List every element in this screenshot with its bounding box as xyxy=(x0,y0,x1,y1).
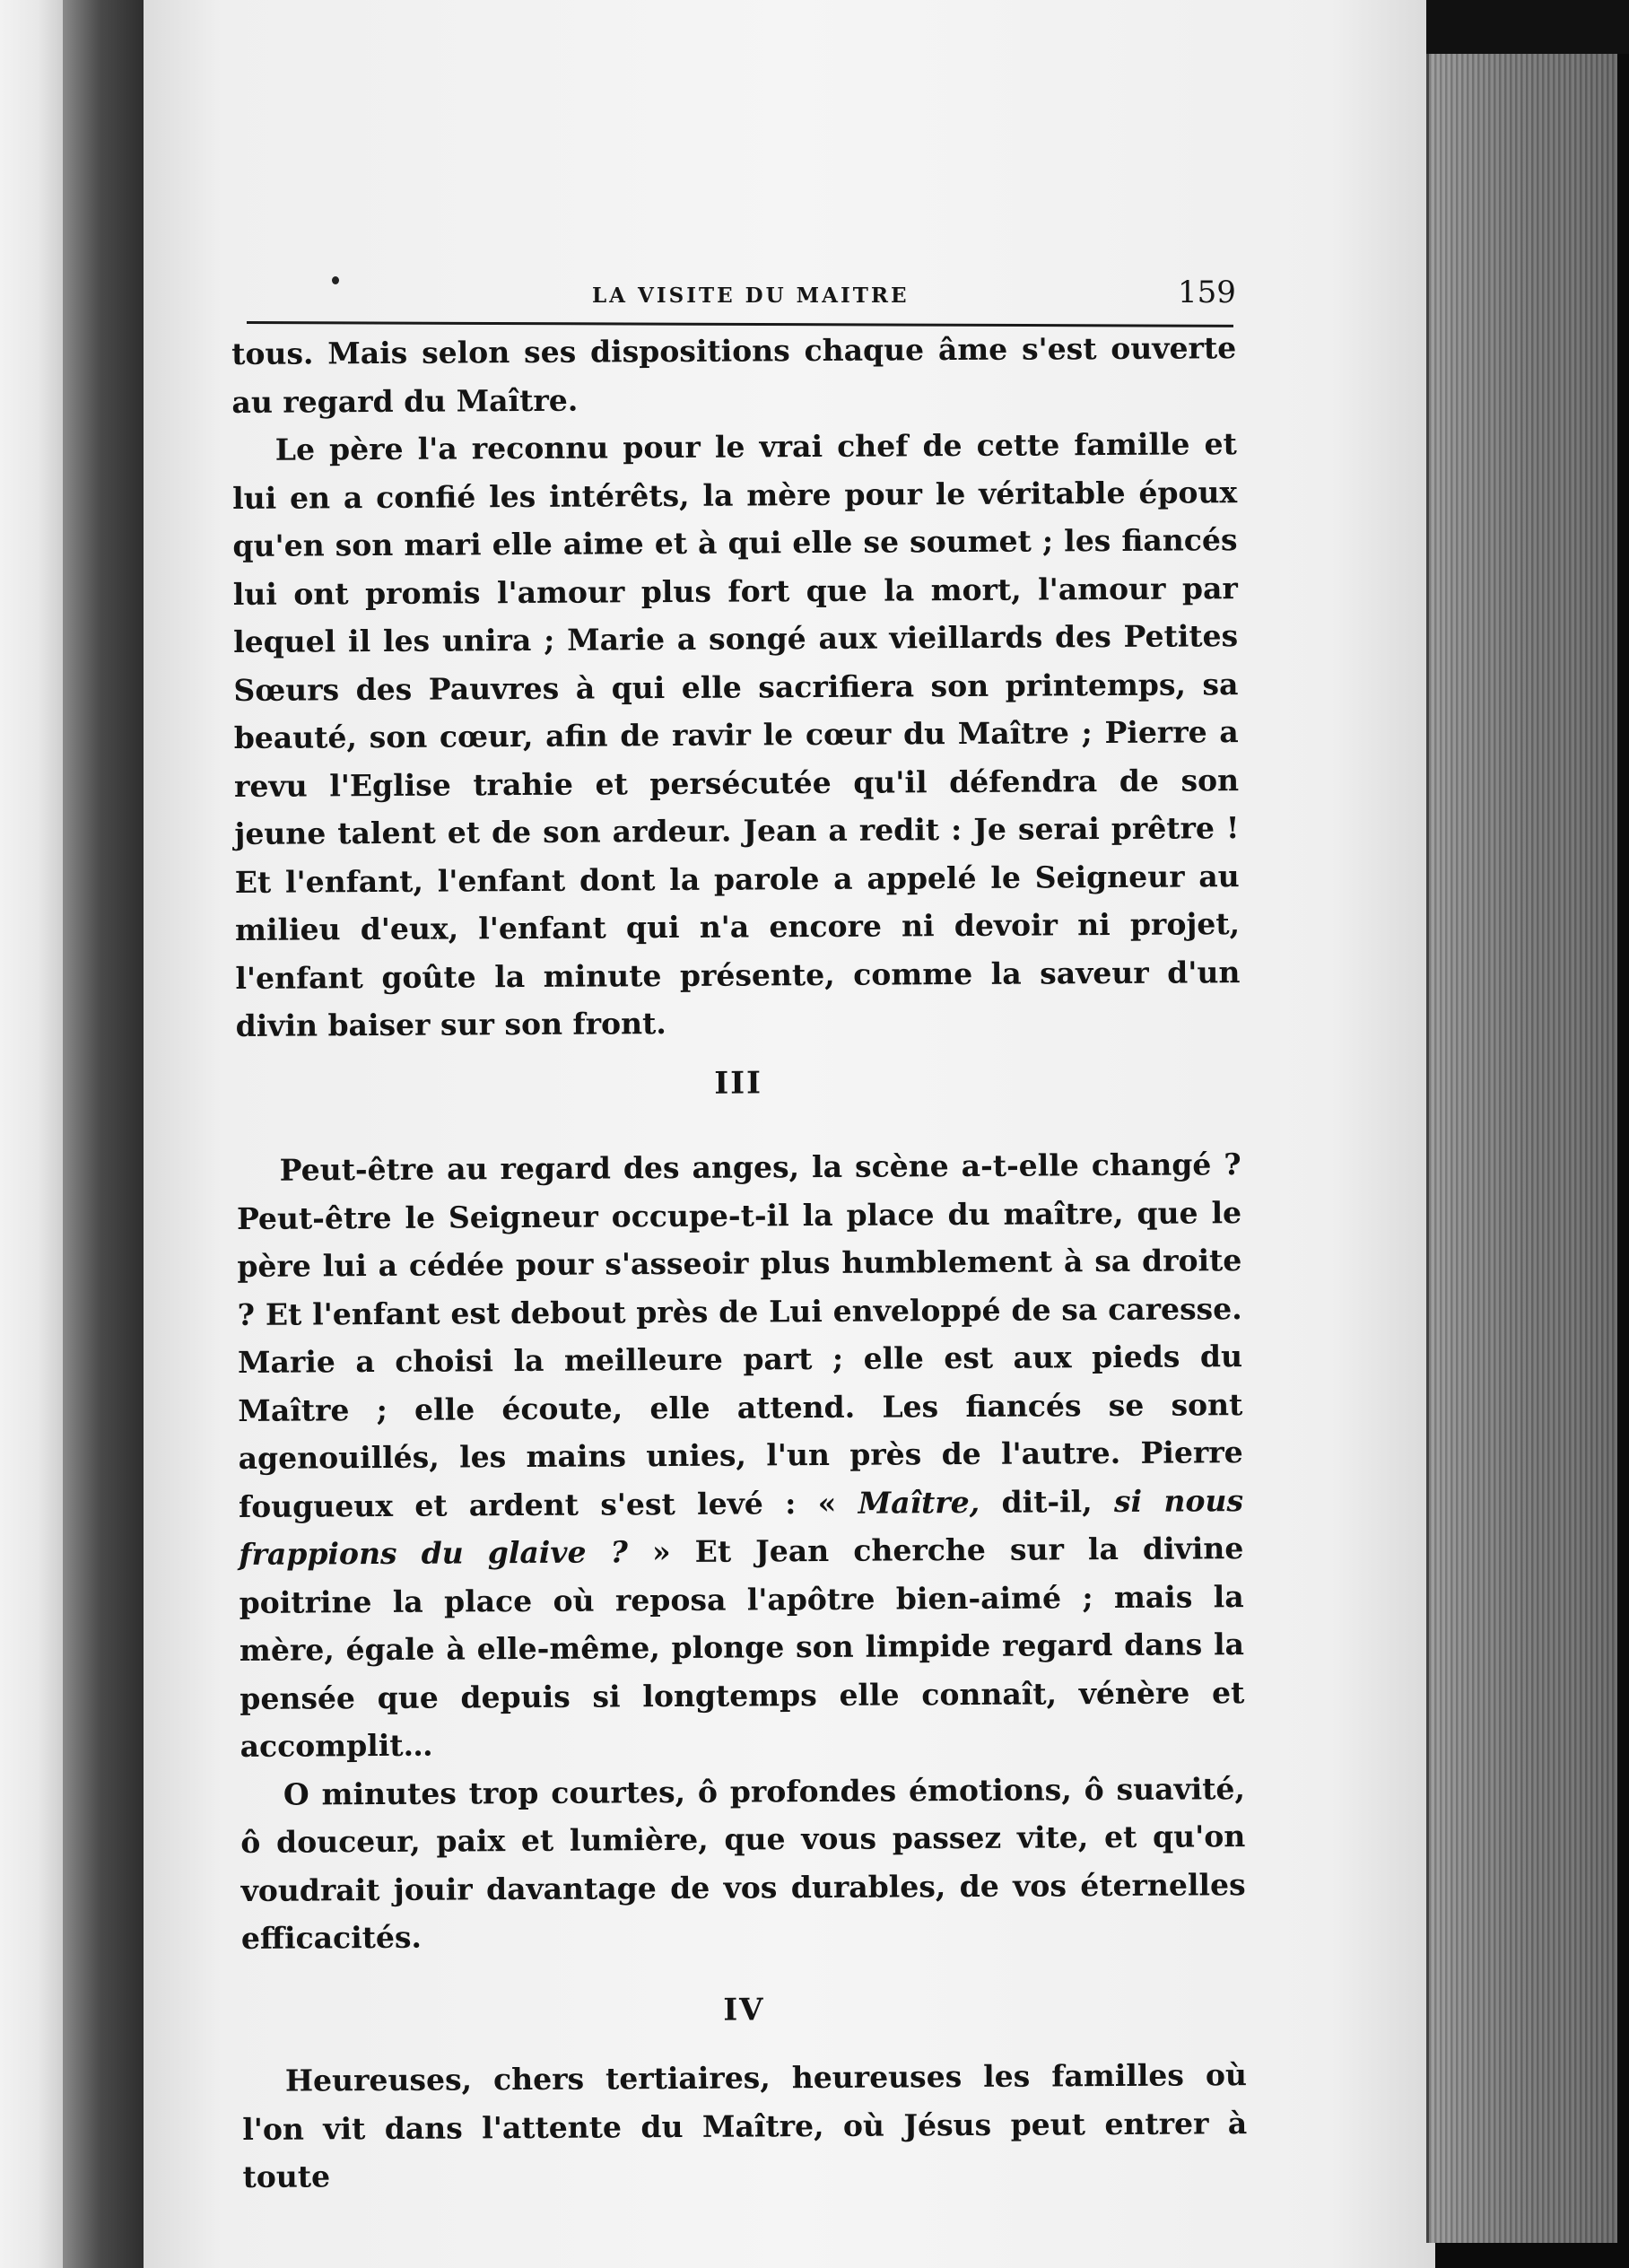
ink-mark xyxy=(332,276,339,284)
paragraph-1: tous. Mais selon ses dispositions chaque âme s'est ouverte au regard du Maître. xyxy=(231,330,1237,420)
body-text xyxy=(231,324,1248,2201)
paragraph-3-text-a: Peut-être au regard des anges, la scène a-t-elle changé ? Peut-être le Seigneur occupe-t-il la place du maître, que le père lui a cédée pour s'asseoir plus humblement à sa droite ? Et l'enfant est debout près de Lui enveloppé de sa caresse. Marie a choisi la meilleure part ; elle est aux pieds du Maître ; elle écoute, elle attend. Les fiancés se sont agenouillés, les mains unies, l'un près de l'autre. Pierre fougueux et ardent s'est levé : « xyxy=(236,1147,1243,1524)
section-heading-iii: III xyxy=(714,1064,763,1102)
paragraph-5: Heureuses, chers tertiaires, heureuses les familles où l'on vit dans l'attente du Maître, où Jésus peut entrer à toute xyxy=(242,2057,1248,2194)
running-title: LA VISITE DU MAITRE xyxy=(592,284,910,308)
paragraph-3 xyxy=(237,1140,1245,1770)
page-block-edge xyxy=(1426,54,1617,2243)
paragraph-3-text-b: dit-il, xyxy=(980,1483,1115,1520)
page-number: 159 xyxy=(1178,275,1236,310)
paragraph-3-italic-b: si nous frappions du glaive ? xyxy=(239,1482,1244,1572)
paragraph-3-text-c: » Et Jean cherche sur la divine poitrine la place où reposa l'apôtre bien-aimé ; mais la mère, égale à elle-même, plonge son limpide regard dans la pensée que depuis si longtemps elle connaît, vénère et accomplit… xyxy=(239,1531,1245,1764)
background xyxy=(1426,0,1629,54)
section-heading-iv: IV xyxy=(723,1991,765,2028)
paragraph-3-italic-a: Maître, xyxy=(858,1484,980,1521)
previous-page-edge xyxy=(0,0,63,2268)
running-header xyxy=(247,267,1236,321)
paragraph-4: O minutes trop courtes, ô profondes émotions, ô suavité, ô douceur, paix et lumière, que vous passez vite, et qu'on voudrait jouir davantage de vos durables, de vos éternelles efficacités. xyxy=(240,1770,1246,1956)
paragraph-2: Le père l'a reconnu pour le vrai chef de cette famille et lui en a confié les intérêts, la mère pour le véritable époux qu'en son mari elle aime et à qui elle se soumet ; les fiancés lui ont promis l'amour plus fort que la mort, l'amour par lequel il les unira ; Marie a songé aux vieillards des Petites Sœurs des Pauvres à qui elle sacrifiera son printemps, sa beauté, son cœur, afin de ravir le cœur du Maître ; Pierre a revu l'Eglise trahie et persécutée qu'il défendra de son jeune talent et de son ardeur. Jean a redit : Je serai prêtre ! Et l'enfant, l'enfant dont la parole a appelé le Seigneur au milieu d'eux, l'enfant qui n'a encore ni devoir ni projet, l'enfant goûte la minute présente, comme la saveur d'un divin baiser sur son front. xyxy=(232,426,1241,1043)
